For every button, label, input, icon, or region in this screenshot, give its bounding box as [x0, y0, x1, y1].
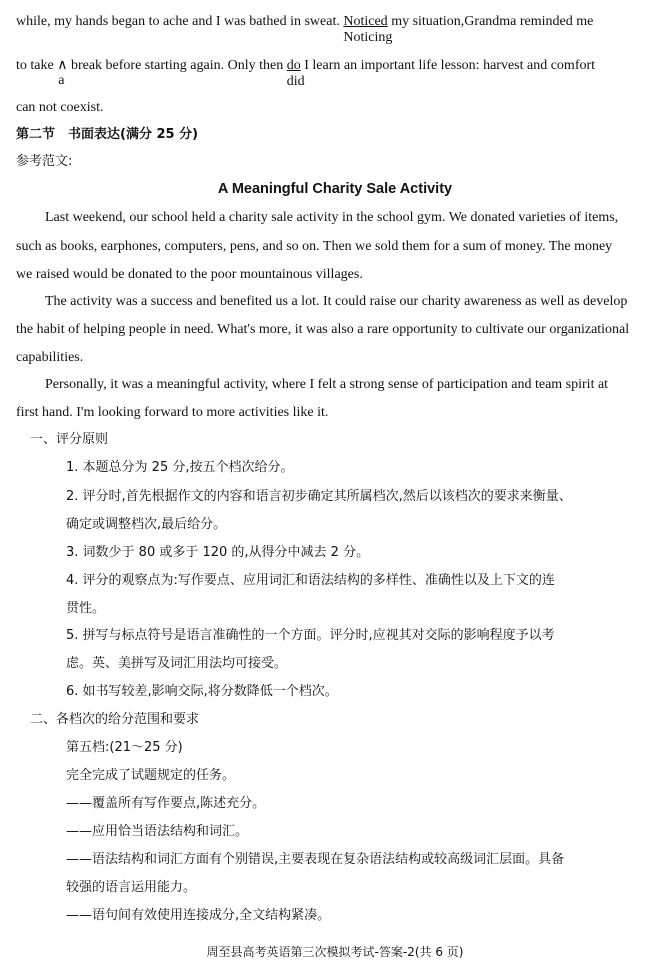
reference-label: 参考范文: [16, 154, 73, 169]
corrected-word: did [286, 74, 305, 89]
inserted-word: a [58, 73, 65, 88]
principles-heading: 一、评分原则 [30, 432, 109, 447]
essay-line: first hand. I'm looking forward to more activities like it. [16, 405, 329, 420]
correction-mark [286, 57, 305, 89]
criterion-cont: 较强的语言运用能力。 [66, 880, 197, 895]
essay-title: A Meaningful Charity Sale Activity [217, 181, 453, 197]
rule-4: 4. 评分的观察点为:写作要点、应用词汇和语法结构的多样性、准确性以及上下文的连 [66, 573, 555, 588]
caret-icon: ∧ [57, 57, 68, 73]
level-5-title: 第五档:(21～25 分) [66, 740, 183, 755]
rule-5: 5. 拼写与标点符号是语言准确性的一个方面。评分时,应视其对交际的影响程度予以考 [66, 628, 555, 643]
rule-2-cont: 确定或调整档次,最后给分。 [66, 517, 227, 532]
essay-line: such as books, earphones, computers, pens, and so on. Then we sold them for a sum of money. The money [16, 239, 613, 254]
insertion-mark [57, 56, 68, 88]
correction-mark [343, 13, 393, 45]
text: to take [16, 58, 54, 73]
level-5-desc: 完全完成了试题规定的任务。 [66, 768, 236, 783]
wrong-word: Noticed [343, 14, 388, 29]
wrong-word: do [286, 58, 301, 73]
text: I learn an important life lesson: harvest and comfort [304, 58, 596, 73]
rule-1: 1. 本题总分为 25 分,按五个档次给分。 [66, 460, 294, 475]
rule-3: 3. 词数少于 80 或多于 120 的,从得分中减去 2 分。 [66, 545, 370, 560]
criterion: ——语句间有效使用连接成分,全文结构紧凑。 [66, 908, 331, 923]
criterion: ——应用恰当语法结构和词汇。 [66, 824, 249, 839]
levels-heading: 二、各档次的给分范围和要求 [30, 712, 200, 727]
correction-line-1 [16, 13, 594, 45]
corrected-word: Noticing [343, 30, 393, 45]
criterion: ——语法结构和词汇方面有个别错误,主要表现在复杂语法结构或较高级词汇层面。具备 [66, 852, 565, 867]
text: while, my hands began to ache and I was bathed in sweat. [16, 14, 340, 29]
correction-line-3 [16, 99, 103, 117]
essay-line: we raised would be donated to the poor mountainous villages. [16, 267, 363, 282]
essay-line: Personally, it was a meaningful activity, where I felt a strong sense of participation and team spirit at [45, 377, 609, 392]
text: my situation,Grandma reminded me [391, 14, 594, 29]
essay-line: The activity was a success and benefited us a lot. It could raise our charity awareness as well as develop [45, 294, 628, 309]
page-footer: 周至县高考英语第三次模拟考试-答案-2(共 6 页) [206, 945, 464, 959]
rule-6: 6. 如书写较差,影响交际,将分数降低一个档次。 [66, 684, 338, 699]
text: can not coexist. [16, 100, 104, 115]
rule-4-cont: 贯性。 [66, 601, 106, 616]
criterion: ——覆盖所有写作要点,陈述充分。 [66, 796, 266, 811]
essay-line: capabilities. [16, 350, 84, 365]
text: break before starting again. Only then [70, 58, 284, 73]
correction-line-2 [16, 56, 596, 89]
rule-5-cont: 虑。英、美拼写及词汇用法均可接受。 [66, 656, 288, 671]
rule-2: 2. 评分时,首先根据作文的内容和语言初步确定其所属档次,然后以该档次的要求来衡量、 [66, 489, 572, 504]
essay-line: the habit of helping people in need. What's more, it was also a rare opportunity to cultivate our organizational [16, 322, 630, 337]
essay-line: Last weekend, our school held a charity sale activity in the school gym. We donated varieties of items, [45, 210, 619, 225]
section-heading: 第二节 书面表达(满分 25 分) [16, 127, 199, 142]
